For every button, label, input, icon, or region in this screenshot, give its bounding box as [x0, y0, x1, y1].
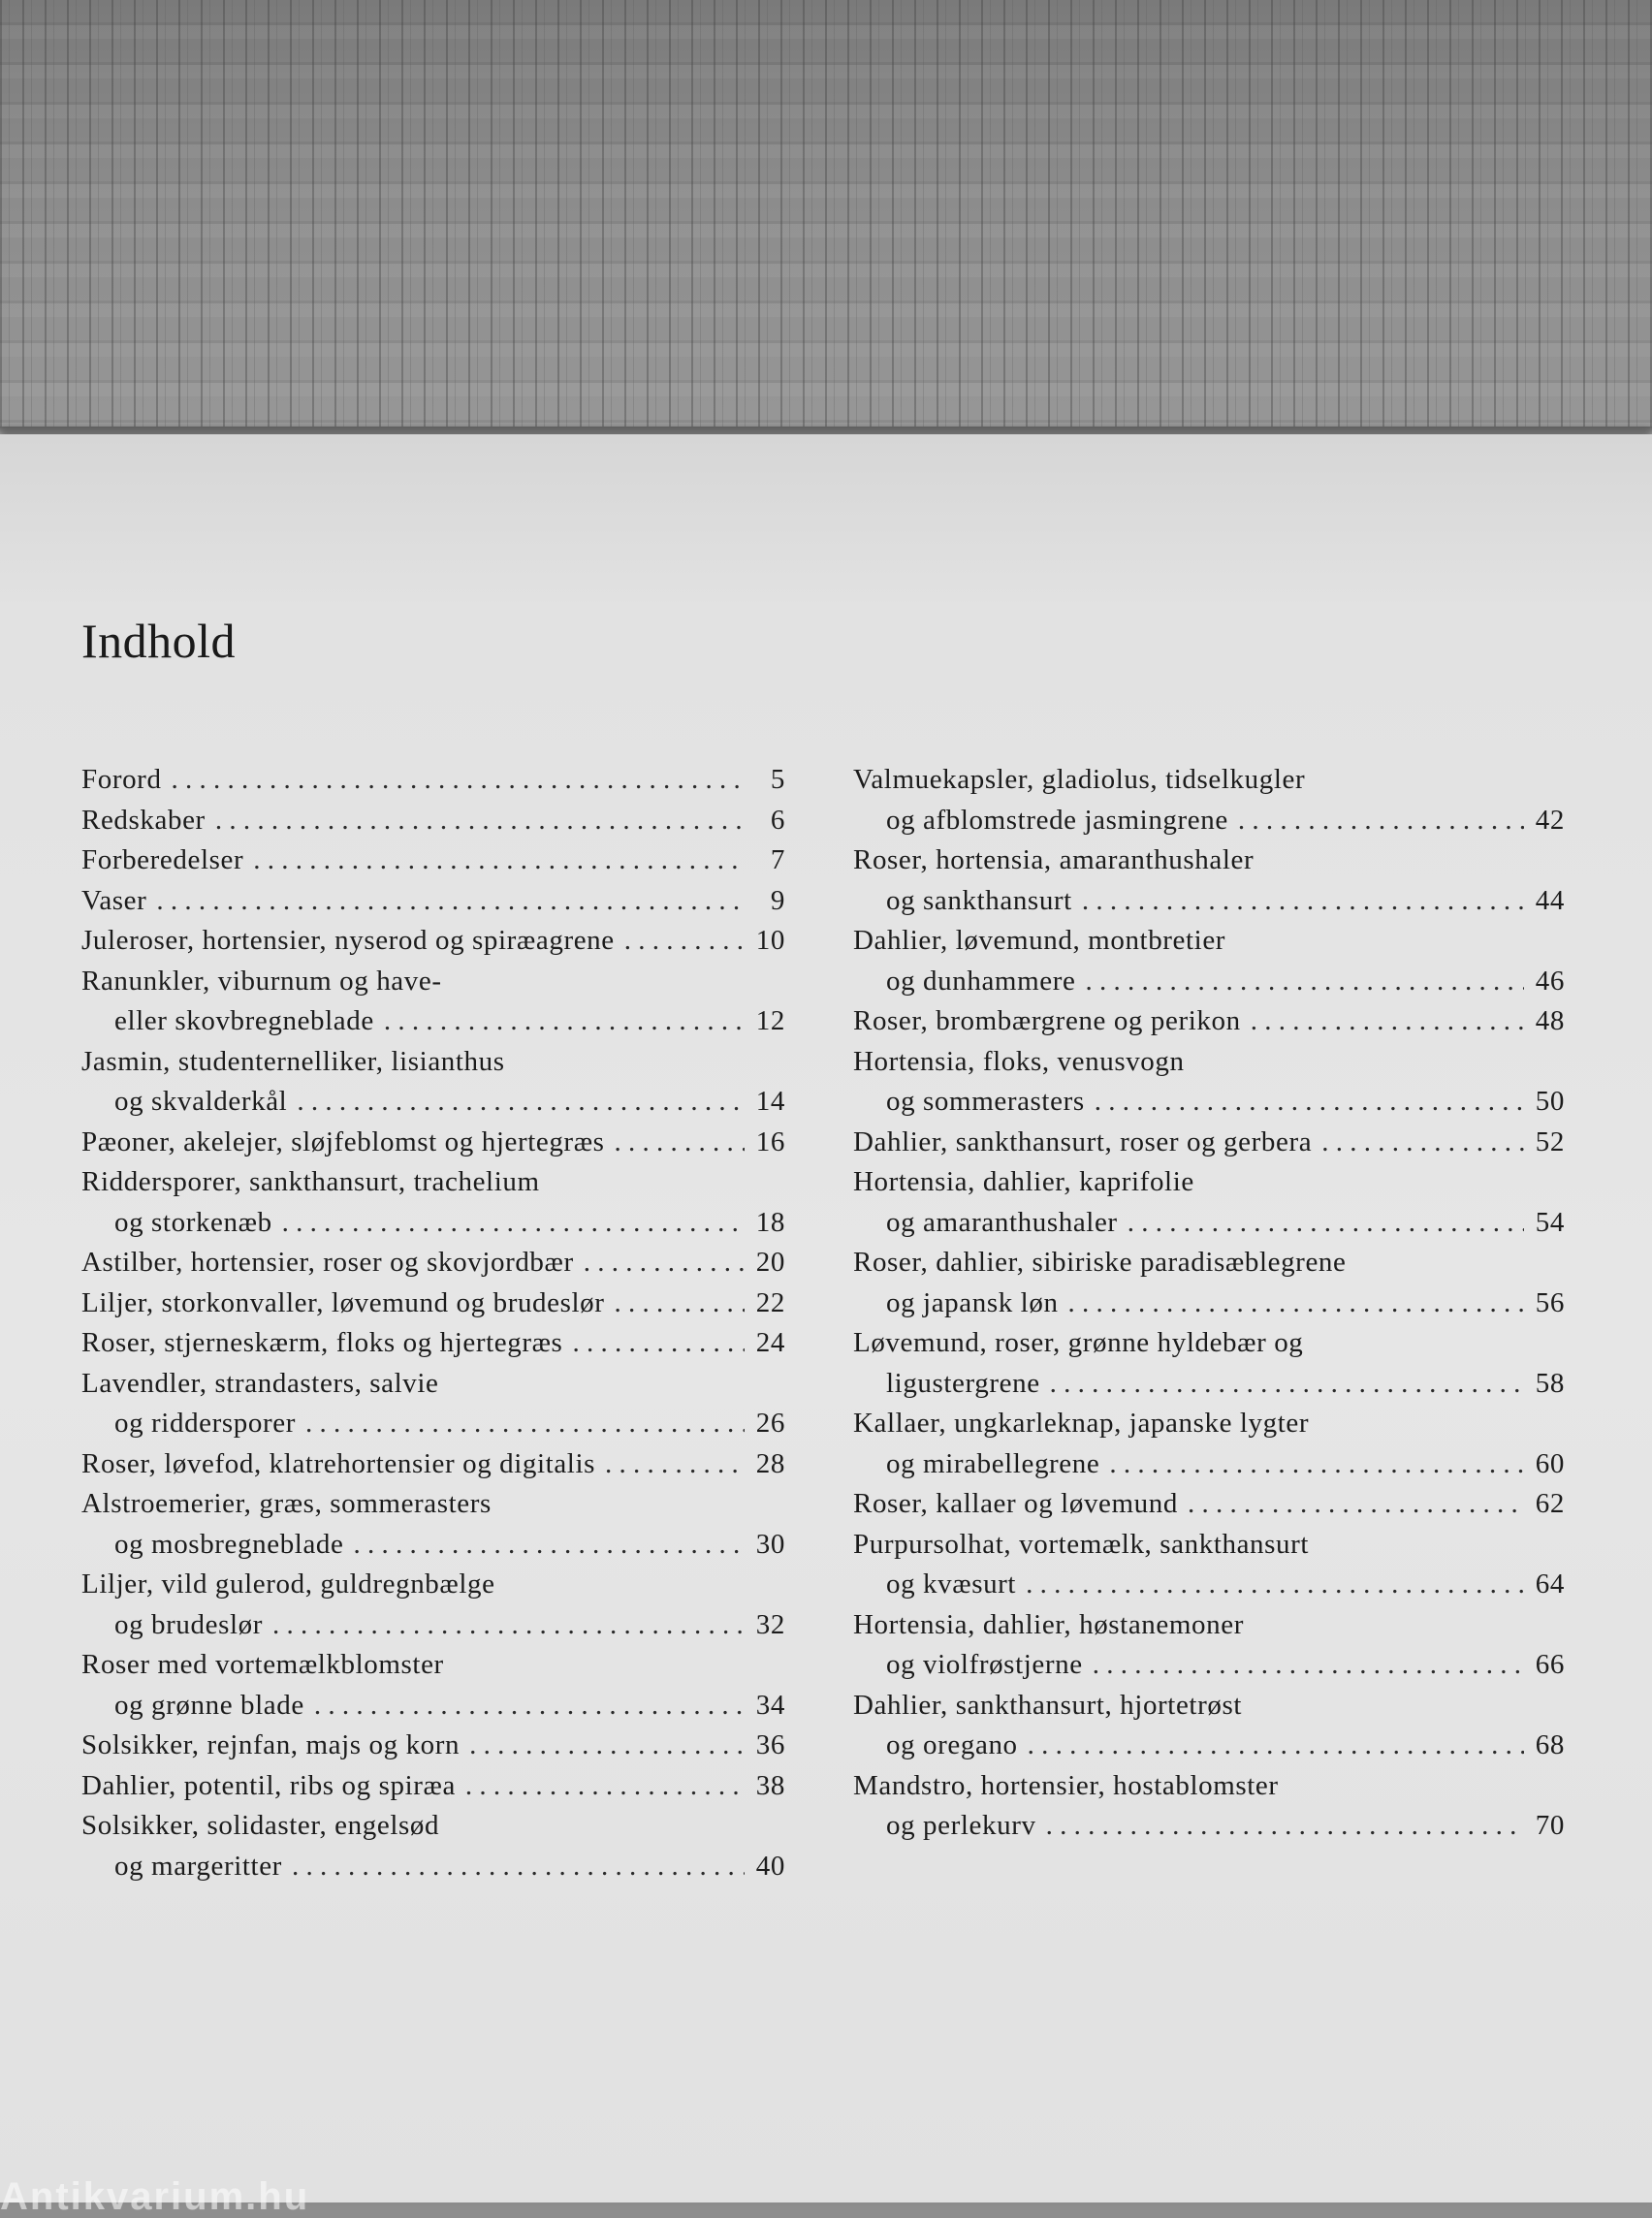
toc-entry-line — [853, 921, 1565, 962]
dot-leader — [305, 1404, 745, 1444]
toc-entry-line — [853, 1404, 1565, 1444]
toc-entry-line — [81, 1123, 785, 1163]
toc-page-number: 54 — [1535, 1206, 1565, 1238]
toc-entry-line — [81, 1806, 785, 1847]
toc-entry-title: og margeritter — [114, 1850, 282, 1882]
dot-leader — [1028, 1726, 1524, 1766]
toc-page-number: 32 — [755, 1608, 785, 1640]
toc-entry-title: og mirabellegrene — [886, 1447, 1100, 1479]
toc-entry-title: Roser, stjerneskærm, floks og hjertegræs — [81, 1327, 563, 1358]
toc-entry — [81, 1766, 785, 1807]
toc-page-number: 40 — [755, 1850, 785, 1882]
toc-entry — [81, 1243, 785, 1283]
toc-entry-title: Juleroser, hortensier, nyserod og spiræagrene — [81, 925, 615, 956]
dot-leader — [1026, 1565, 1524, 1605]
toc-page-number: 58 — [1535, 1367, 1565, 1399]
toc-entry-line — [81, 1766, 785, 1807]
toc-entry-title: ligustergrene — [886, 1367, 1040, 1399]
toc-entry — [853, 1162, 1565, 1243]
dot-leader — [1251, 1001, 1524, 1042]
toc-entry — [81, 1123, 785, 1163]
toc-entry-line — [81, 1001, 785, 1042]
toc-entry — [81, 881, 785, 922]
toc-entry — [81, 1364, 785, 1444]
toc-page-number: 30 — [755, 1528, 785, 1560]
toc-page-number: 6 — [770, 804, 785, 836]
toc-entry-title: Dahlier, løvemund, montbretier — [853, 925, 1226, 956]
toc-entry-line — [853, 1525, 1565, 1566]
toc-entry-title: Valmuekapsler, gladiolus, tidselkugler — [853, 764, 1306, 795]
toc-entry-title: og kvæsurt — [886, 1568, 1017, 1600]
toc-entry-line — [853, 1364, 1565, 1405]
toc-page-number: 28 — [755, 1447, 785, 1479]
toc-entry-line — [81, 1042, 785, 1083]
toc-entry-line — [81, 1243, 785, 1283]
toc-entry-title: Alstroemerier, græs, sommerasters — [81, 1488, 492, 1519]
dot-leader — [465, 1766, 745, 1807]
toc-page-number: 20 — [755, 1247, 785, 1278]
toc-entry-title: Solsikker, solidaster, engelsød — [81, 1810, 440, 1841]
toc-entry-line — [853, 801, 1565, 841]
dot-leader — [156, 881, 745, 922]
toc-entry — [81, 760, 785, 801]
toc-entry-title: og skvalderkål — [114, 1086, 288, 1117]
toc-entry-line — [853, 1162, 1565, 1203]
toc-entry — [81, 962, 785, 1042]
toc-entry-line — [81, 1525, 785, 1566]
toc-entry-title: Roser, hortensia, amaranthushaler — [853, 844, 1255, 875]
toc-entry-line — [853, 1283, 1565, 1324]
toc-entry — [81, 1283, 785, 1324]
toc-entry-title: Vaser — [81, 884, 147, 916]
toc-entry-line — [81, 1444, 785, 1485]
toc-entry-line — [81, 881, 785, 922]
toc-page-number: 52 — [1535, 1125, 1565, 1157]
toc-page-number: 56 — [1535, 1286, 1565, 1318]
dot-leader — [1085, 962, 1524, 1002]
toc-entry — [81, 1726, 785, 1766]
toc-entry-title: Hortensia, floks, venusvogn — [853, 1045, 1185, 1077]
dot-leader — [314, 1686, 745, 1727]
toc-page-number: 16 — [755, 1125, 785, 1157]
toc-entry-line — [853, 1726, 1565, 1766]
dot-leader — [172, 760, 745, 801]
toc-entry-line — [853, 760, 1565, 801]
toc-page-number: 38 — [755, 1769, 785, 1801]
toc-entry-line — [853, 881, 1565, 922]
toc-entry-title: Hortensia, dahlier, kaprifolie — [853, 1166, 1194, 1197]
toc-entry-title: Roser, brombærgrene og perikon — [853, 1005, 1241, 1036]
dot-leader — [1093, 1645, 1524, 1686]
toc-entry — [853, 1766, 1565, 1847]
toc-entry-title: Dahlier, sankthansurt, hjortetrøst — [853, 1689, 1242, 1721]
toc-entry-line — [853, 1645, 1565, 1686]
toc-entry-line — [81, 1605, 785, 1646]
toc-entry-line — [81, 801, 785, 841]
toc-entry — [853, 1323, 1565, 1404]
toc-entry-line — [853, 840, 1565, 881]
toc-entry-line — [81, 760, 785, 801]
toc-entry-title: Roser, løvefod, klatrehortensier og digitalis — [81, 1447, 595, 1479]
toc-entry-title: Roser med vortemælkblomster — [81, 1649, 444, 1680]
toc-page-number: 34 — [755, 1689, 785, 1721]
toc-entry — [81, 801, 785, 841]
toc-entry — [81, 1323, 785, 1364]
wood-background — [0, 0, 1652, 436]
toc-entry-title: Lavendler, strandasters, salvie — [81, 1367, 439, 1399]
toc-entry-title: eller skovbregneblade — [114, 1005, 374, 1036]
toc-entry-title: og violfrøstjerne — [886, 1649, 1083, 1680]
toc-page-number: 64 — [1535, 1568, 1565, 1600]
toc-entry-line — [853, 1766, 1565, 1807]
toc-entry-title: og sankthansurt — [886, 884, 1072, 916]
toc-entry — [81, 921, 785, 962]
toc-entry-title: Hortensia, dahlier, høstanemoner — [853, 1608, 1244, 1640]
toc-entry — [81, 1645, 785, 1726]
toc-page-number: 10 — [755, 925, 785, 956]
dot-leader — [615, 1123, 745, 1163]
toc-page-number: 66 — [1535, 1649, 1565, 1680]
dot-leader — [615, 1283, 745, 1324]
toc-entry-title: Forberedelser — [81, 844, 244, 875]
dot-leader — [1188, 1484, 1524, 1525]
toc-entry-title: Dahlier, sankthansurt, roser og gerbera — [853, 1125, 1313, 1157]
dot-leader — [1095, 1082, 1524, 1123]
toc-entry-line — [81, 1565, 785, 1605]
toc-entry-title: og grønne blade — [114, 1689, 304, 1721]
dot-leader — [1109, 1444, 1524, 1485]
dot-leader — [282, 1203, 745, 1244]
toc-page-number: 9 — [770, 884, 785, 916]
toc-page-number: 44 — [1535, 884, 1565, 916]
toc-entry-title: Riddersporer, sankthansurt, trachelium — [81, 1166, 540, 1197]
dot-leader — [272, 1605, 745, 1646]
toc-entry-title: og brudeslør — [114, 1608, 263, 1640]
toc-entry-title: og afblomstrede jasmingrene — [886, 804, 1228, 836]
toc-entry-title: og amaranthushaler — [886, 1206, 1118, 1238]
toc-page-number: 12 — [755, 1005, 785, 1036]
toc-page-number: 7 — [770, 844, 785, 875]
toc-entry-title: og mosbregneblade — [114, 1528, 344, 1560]
toc-page-number: 5 — [770, 764, 785, 795]
toc-entry — [853, 1605, 1565, 1686]
toc-entry-line — [853, 1001, 1565, 1042]
toc-entry-line — [853, 1484, 1565, 1525]
toc-page-number: 48 — [1535, 1005, 1565, 1036]
toc-page-number: 36 — [755, 1729, 785, 1760]
dot-leader — [297, 1082, 745, 1123]
toc-right-column — [853, 760, 1565, 1847]
dot-leader — [469, 1726, 745, 1766]
toc-entry-title: Liljer, storkonvaller, løvemund og brudeslør — [81, 1286, 605, 1318]
toc-entry-line — [81, 1082, 785, 1123]
toc-entry — [81, 1484, 785, 1565]
toc-entry-title: Solsikker, rejnfan, majs og korn — [81, 1729, 461, 1760]
toc-page-number: 14 — [755, 1086, 785, 1117]
dot-leader — [1082, 881, 1524, 922]
toc-entry-line — [81, 1203, 785, 1244]
toc-entry-title: Forord — [81, 764, 162, 795]
dot-leader — [1238, 801, 1524, 841]
toc-entry — [853, 760, 1565, 840]
toc-entry-line — [853, 1565, 1565, 1605]
dot-leader — [354, 1525, 746, 1566]
toc-entry — [853, 921, 1565, 1001]
toc-page-number: 18 — [755, 1206, 785, 1238]
toc-entry-line — [853, 1203, 1565, 1244]
toc-page-number: 46 — [1535, 965, 1565, 997]
toc-page-number: 24 — [755, 1327, 785, 1358]
toc-entry — [81, 1162, 785, 1243]
toc-entry-title: Purpursolhat, vortemælk, sankthansurt — [853, 1528, 1310, 1560]
toc-page-number: 50 — [1535, 1086, 1565, 1117]
toc-entry-title: og storkenæb — [114, 1206, 272, 1238]
toc-entry-title: Løvemund, roser, grønne hyldebær og — [853, 1327, 1304, 1358]
toc-entry-line — [853, 1806, 1565, 1847]
toc-entry — [853, 1042, 1565, 1123]
toc-entry — [853, 1404, 1565, 1484]
dot-leader — [1050, 1364, 1524, 1405]
toc-entry-title: Redskaber — [81, 804, 206, 836]
toc-entry — [81, 1042, 785, 1123]
toc-page-number: 62 — [1535, 1488, 1565, 1519]
toc-entry — [853, 840, 1565, 921]
dot-leader — [1046, 1806, 1524, 1847]
dot-leader — [384, 1001, 745, 1042]
dot-leader — [624, 921, 745, 962]
toc-entry-line — [853, 1605, 1565, 1646]
toc-entry — [81, 1565, 785, 1645]
toc-entry-line — [81, 1404, 785, 1444]
toc-entry-title: Roser, dahlier, sibiriske paradisæblegrene — [853, 1247, 1347, 1278]
watermark: Antikvarium.hu — [0, 2175, 310, 2218]
toc-entry-line — [853, 1042, 1565, 1083]
toc-entry-line — [81, 1645, 785, 1686]
toc-entry-title: og sommerasters — [886, 1086, 1085, 1117]
toc-entry-title: og perlekurv — [886, 1810, 1036, 1841]
toc-entry — [853, 1001, 1565, 1042]
toc-entry-title: og japansk løn — [886, 1286, 1059, 1318]
toc-entry-title: Mandstro, hortensier, hostablomster — [853, 1769, 1279, 1801]
toc-page-number: 68 — [1535, 1729, 1565, 1760]
toc-entry-line — [81, 1484, 785, 1525]
dot-leader — [605, 1444, 745, 1485]
toc-page-number: 22 — [755, 1286, 785, 1318]
toc-entry-line — [81, 1686, 785, 1727]
dot-leader — [1068, 1283, 1524, 1324]
toc-page-number: 42 — [1535, 804, 1565, 836]
toc-entry-title: Kallaer, ungkarleknap, japanske lygter — [853, 1408, 1310, 1439]
toc-entry-title: Dahlier, potentil, ribs og spiræa — [81, 1769, 456, 1801]
toc-entry-title: Astilber, hortensier, roser og skovjordbær — [81, 1247, 574, 1278]
toc-entry-line — [853, 1444, 1565, 1485]
toc-entry-line — [81, 1323, 785, 1364]
toc-entry — [853, 1123, 1565, 1163]
toc-entry-line — [81, 1364, 785, 1405]
toc-page-number: 70 — [1535, 1810, 1565, 1841]
page-title: Indhold — [81, 614, 237, 668]
toc-entry-title: og oregano — [886, 1729, 1018, 1760]
toc-entry-title: og dunhammere — [886, 965, 1076, 997]
toc-entry — [81, 1444, 785, 1485]
toc-entry-line — [81, 1283, 785, 1324]
toc-entry — [853, 1525, 1565, 1605]
toc-entry-line — [81, 962, 785, 1002]
dot-leader — [1321, 1123, 1524, 1163]
toc-page-number: 26 — [755, 1408, 785, 1439]
toc-entry — [853, 1243, 1565, 1323]
toc-entry-line — [81, 1162, 785, 1203]
toc-entry-line — [81, 1726, 785, 1766]
toc-entry-title: Roser, kallaer og løvemund — [853, 1488, 1178, 1519]
toc-page-number: 60 — [1535, 1447, 1565, 1479]
toc-entry-title: Ranunkler, viburnum og have- — [81, 965, 442, 997]
dot-leader — [215, 801, 745, 841]
toc-entry-line — [81, 840, 785, 881]
dot-leader — [253, 840, 745, 881]
dot-leader — [292, 1847, 745, 1887]
toc-entry-line — [81, 921, 785, 962]
dot-leader — [1128, 1203, 1524, 1244]
toc-left-column — [81, 760, 785, 1886]
toc-entry-line — [853, 1123, 1565, 1163]
toc-entry — [81, 840, 785, 881]
toc-entry-line — [853, 1686, 1565, 1727]
dot-leader — [584, 1243, 745, 1283]
toc-entry — [853, 1484, 1565, 1525]
toc-entry-line — [853, 1243, 1565, 1283]
toc-entry-line — [853, 1082, 1565, 1123]
toc-entry-title: Pæoner, akelejer, sløjfeblomst og hjertegræs — [81, 1125, 605, 1157]
toc-entry-title: Liljer, vild gulerod, guldregnbælge — [81, 1568, 495, 1600]
toc-entry-line — [81, 1847, 785, 1887]
toc-entry — [853, 1686, 1565, 1766]
toc-entry-title: og riddersporer — [114, 1408, 296, 1439]
toc-entry — [81, 1806, 785, 1886]
toc-entry-title: Jasmin, studenternelliker, lisianthus — [81, 1045, 505, 1077]
toc-entry-line — [853, 962, 1565, 1002]
dot-leader — [572, 1323, 745, 1364]
toc-entry-line — [853, 1323, 1565, 1364]
